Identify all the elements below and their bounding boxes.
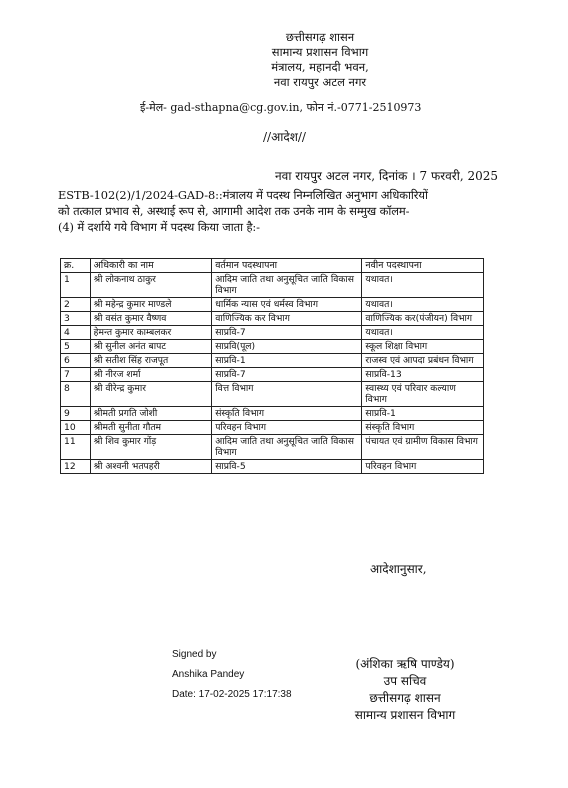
letterhead: [150, 30, 490, 90]
col-header-serial: क्र.: [61, 259, 91, 273]
col-header-new: नवीन पदस्थापना: [362, 259, 484, 273]
table-row: [61, 354, 484, 368]
digital-signature: [172, 645, 292, 705]
cell-name: श्री वीरेन्द्र कुमार: [90, 382, 212, 407]
cell-new-posting: राजस्व एवं आपदा प्रबंधन विभाग: [362, 354, 484, 368]
paragraph-line: (4) में दर्शाये गये विभाग में पदस्थ किया जाता है:-: [58, 220, 260, 234]
date-line: नवा रायपुर अटल नगर, दिनांक । 7 फरवरी, 2025: [275, 169, 498, 183]
cell-current-posting: साप्रवि-7: [212, 326, 362, 340]
table-row: [61, 460, 484, 474]
cell-serial: 6: [61, 354, 91, 368]
cell-new-posting: यथावत।: [362, 326, 484, 340]
cell-new-posting: परिवहन विभाग: [362, 460, 484, 474]
officer-block: [330, 656, 480, 724]
cell-new-posting: यथावत।: [362, 298, 484, 312]
cell-name: हेमन्त कुमार काम्बलकर: [90, 326, 212, 340]
cell-current-posting: वित्त विभाग: [212, 382, 362, 407]
table-row: [61, 273, 484, 298]
table-row: [61, 340, 484, 354]
officer-designation: उप सचिव: [383, 674, 427, 688]
signature-date: Date: 17-02-2025 17:17:38: [172, 689, 292, 700]
table-row: [61, 298, 484, 312]
cell-serial: 10: [61, 421, 91, 435]
paragraph-line: ESTB-102(2)/1/2024-GAD-8::मंत्रालय में पदस्थ निम्नलिखित अनुभाग अधिकारियों: [58, 188, 428, 202]
cell-current-posting: आदिम जाति तथा अनुसूचित जाति विकास विभाग: [212, 435, 362, 460]
cell-name: श्री लोकनाथ ठाकुर: [90, 273, 212, 298]
cell-serial: 2: [61, 298, 91, 312]
cell-serial: 5: [61, 340, 91, 354]
cell-current-posting: संस्कृति विभाग: [212, 407, 362, 421]
cell-new-posting: स्वास्थ्य एवं परिवार कल्याण विभाग: [362, 382, 484, 407]
cell-current-posting: साप्रवि-7: [212, 368, 362, 382]
order-title: //आदेश//: [263, 130, 306, 144]
signer-name: Anshika Pandey: [172, 669, 245, 680]
cell-current-posting: आदिम जाति तथा अनुसूचित जाति विकास विभाग: [212, 273, 362, 298]
order-paragraph: [58, 187, 513, 235]
cell-name: श्रीमती प्रगति जोशी: [90, 407, 212, 421]
paragraph-line: को तत्काल प्रभाव से, अस्थाई रूप से, आगामी आदेश तक उनके नाम के सम्मुख कॉलम-: [58, 204, 410, 218]
cell-serial: 12: [61, 460, 91, 474]
posting-table: [60, 258, 484, 474]
col-header-current: वर्तमान पदस्थापना: [212, 259, 362, 273]
officer-name: (अंशिका ऋषि पाण्डेय): [355, 657, 455, 671]
table-body: [61, 273, 484, 474]
cell-name: श्रीमती सुनीता गौतम: [90, 421, 212, 435]
cell-new-posting: साप्रवि-13: [362, 368, 484, 382]
cell-serial: 11: [61, 435, 91, 460]
cell-serial: 9: [61, 407, 91, 421]
cell-new-posting: संस्कृति विभाग: [362, 421, 484, 435]
city-name: नवा रायपुर अटल नगर: [273, 75, 367, 89]
cell-serial: 4: [61, 326, 91, 340]
cell-current-posting: साप्रवि-5: [212, 460, 362, 474]
closing-text: आदेशानुसार,: [370, 562, 427, 576]
officer-dept: सामान्य प्रशासन विभाग: [354, 708, 456, 722]
table-row: [61, 382, 484, 407]
govt-name: छत्तीसगढ़ शासन: [285, 30, 355, 44]
cell-name: श्री अश्वनी भतपहरी: [90, 460, 212, 474]
cell-name: श्री सतीश सिंह राजपूत: [90, 354, 212, 368]
cell-serial: 1: [61, 273, 91, 298]
cell-new-posting: यथावत।: [362, 273, 484, 298]
contact-line: ई-मेल- gad-sthapna@cg.gov.in, फोन नं.-0771-2510973: [140, 101, 422, 114]
col-header-name: अधिकारी का नाम: [90, 259, 212, 273]
cell-new-posting: पंचायत एवं ग्रामीण विकास विभाग: [362, 435, 484, 460]
cell-serial: 8: [61, 382, 91, 407]
table-row: [61, 326, 484, 340]
cell-new-posting: स्कूल शिक्षा विभाग: [362, 340, 484, 354]
cell-name: श्री महेन्द्र कुमार माण्डले: [90, 298, 212, 312]
cell-current-posting: परिवहन विभाग: [212, 421, 362, 435]
cell-current-posting: वाणिज्यिक कर विभाग: [212, 312, 362, 326]
table-header-row: [61, 259, 484, 273]
cell-current-posting: धार्मिक न्यास एवं धर्मस्व विभाग: [212, 298, 362, 312]
cell-new-posting: वाणिज्यिक कर(पंजीयन) विभाग: [362, 312, 484, 326]
cell-name: श्री नीरज शर्मा: [90, 368, 212, 382]
cell-new-posting: साप्रवि-1: [362, 407, 484, 421]
cell-current-posting: साप्रवि(पूल): [212, 340, 362, 354]
cell-name: श्री सुनील अनंत बापट: [90, 340, 212, 354]
cell-name: श्री वसंत कुमार वैष्णव: [90, 312, 212, 326]
office-address: मंत्रालय, महानदी भवन,: [271, 60, 369, 74]
table-row: [61, 407, 484, 421]
table-row: [61, 421, 484, 435]
cell-serial: 7: [61, 368, 91, 382]
officer-govt: छत्तीसगढ़ शासन: [369, 691, 441, 705]
cell-name: श्री शिव कुमार गोंड़: [90, 435, 212, 460]
table-row: [61, 312, 484, 326]
department-name: सामान्य प्रशासन विभाग: [271, 45, 369, 59]
cell-current-posting: साप्रवि-1: [212, 354, 362, 368]
table-row: [61, 435, 484, 460]
signed-by-label: Signed by: [172, 649, 217, 660]
cell-serial: 3: [61, 312, 91, 326]
table-row: [61, 368, 484, 382]
